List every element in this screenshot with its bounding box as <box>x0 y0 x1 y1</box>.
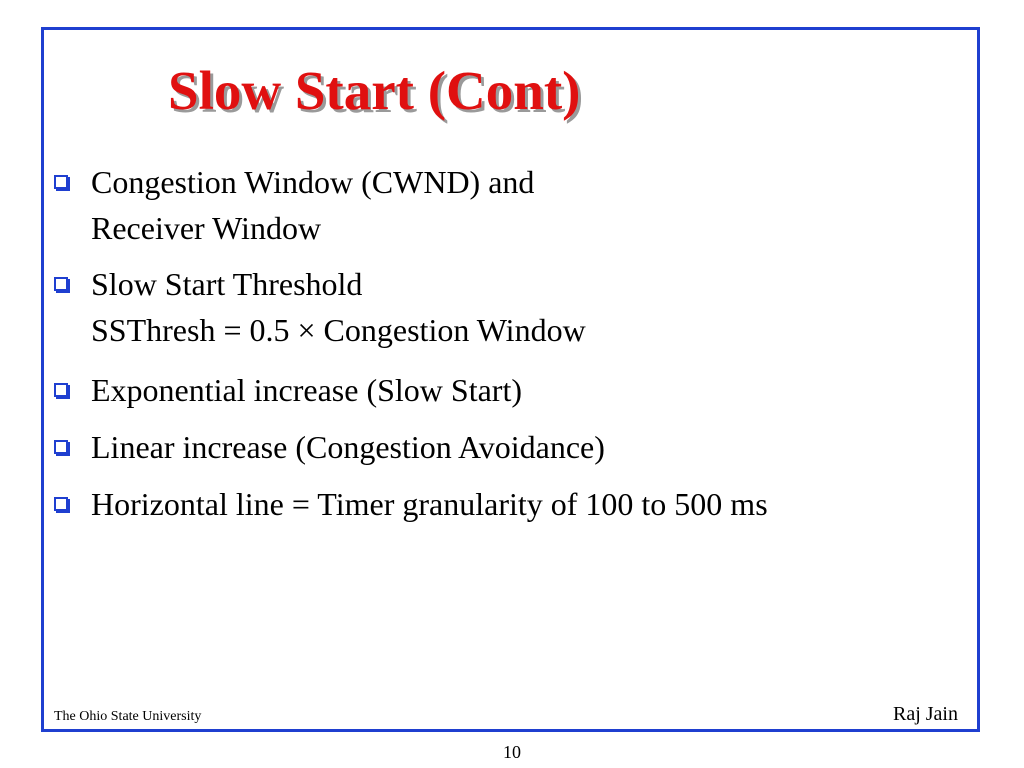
slide-title: Slow Start (Cont) <box>168 60 581 121</box>
bullet-line: Exponential increase (Slow Start) <box>91 372 522 408</box>
bullet-text <box>91 424 605 470</box>
slide-frame <box>41 27 980 732</box>
bullet-line: Receiver Window <box>91 210 322 246</box>
bullet-line: Linear increase (Congestion Avoidance) <box>91 429 605 465</box>
hollow-square-icon <box>54 440 68 454</box>
bullet-text <box>91 261 586 353</box>
bullet-text <box>91 481 768 527</box>
hollow-square-icon <box>54 277 68 291</box>
footer-institution: The Ohio State University <box>54 709 202 724</box>
bullet-line: Horizontal line = Timer granularity of 100 to 500 ms <box>91 486 768 522</box>
bullet-text <box>91 159 534 251</box>
hollow-square-icon <box>54 383 68 397</box>
page-number: 10 <box>503 742 521 762</box>
bullet-line: Slow Start Threshold <box>91 266 363 302</box>
hollow-square-icon <box>54 497 68 511</box>
bullet-list <box>44 30 977 729</box>
bullet-line: SSThresh = 0.5 × Congestion Window <box>91 312 586 348</box>
bullet-line: Congestion Window (CWND) and <box>91 164 535 200</box>
hollow-square-icon <box>54 175 68 189</box>
footer-author: Raj Jain <box>893 703 958 725</box>
bullet-text <box>91 367 522 413</box>
